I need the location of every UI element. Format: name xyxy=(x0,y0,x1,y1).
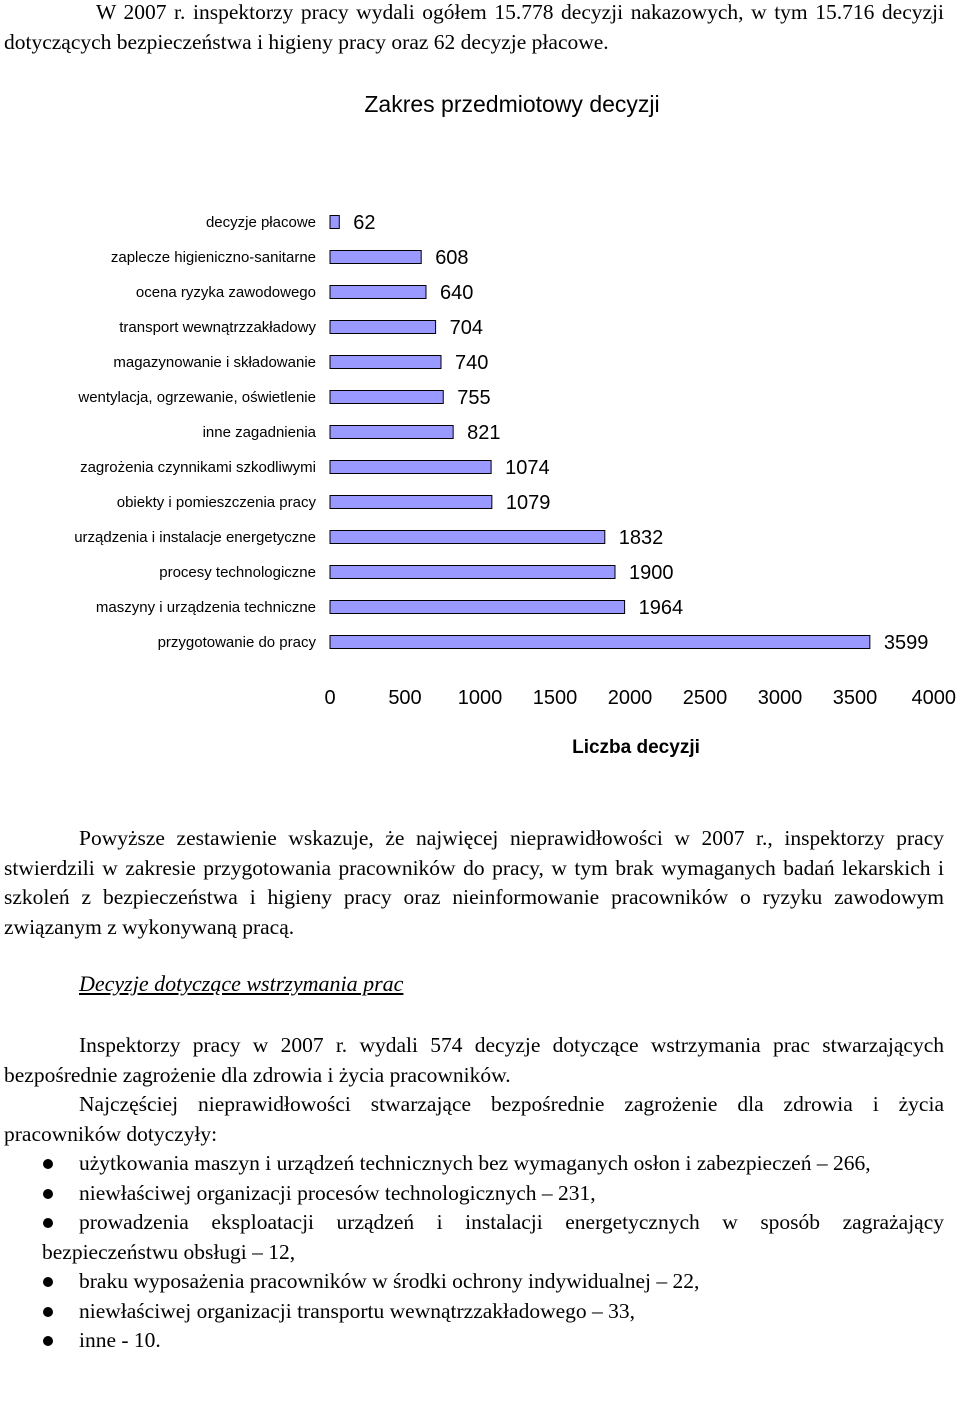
x-tick-label: 4000 xyxy=(911,687,956,709)
list-item: inne - 10. xyxy=(0,1326,944,1356)
x-tick-label: 3500 xyxy=(832,687,878,709)
bullet-icon xyxy=(43,1336,53,1346)
value-label: 608 xyxy=(435,247,469,269)
category-label: transport wewnątrzzakładowy xyxy=(119,319,316,336)
x-tick-label: 2000 xyxy=(607,687,653,709)
chart-title: Zakres przedmiotowy decyzji xyxy=(364,91,660,117)
x-tick-label: 1500 xyxy=(532,687,578,709)
list-item: niewłaściwej organizacji procesów technologicznych – 231, xyxy=(0,1179,944,1209)
list-item: braku wyposażenia pracowników w środki ochrony indywidualnej – 22, xyxy=(0,1267,944,1297)
value-label: 740 xyxy=(455,352,489,374)
category-label: wentylacja, ogrzewanie, oświetlenie xyxy=(78,389,316,406)
section-heading-work-stoppage: Decyzje dotyczące wstrzymania prac xyxy=(79,971,404,996)
bar xyxy=(330,216,339,229)
most-frequent-paragraph: Najczęściej nieprawidłowości stwarzające bezpośrednie zagrożenie dla zdrowia i życia pracowników dotyczyły: xyxy=(4,1092,944,1146)
x-axis-label: Liczba decyzji xyxy=(572,737,700,758)
bar xyxy=(330,356,441,369)
x-tick-label: 2500 xyxy=(682,687,728,709)
value-label: 821 xyxy=(467,422,501,444)
x-tick-label: 0 xyxy=(324,687,336,709)
list-item: niewłaściwej organizacji transportu wewnątrzzakładowego – 33, xyxy=(0,1297,944,1327)
value-label: 1832 xyxy=(618,527,664,549)
category-label: inne zagadnienia xyxy=(202,424,316,441)
decisions-bar-chart xyxy=(0,70,960,770)
value-label: 1964 xyxy=(638,597,684,619)
irregularities-list xyxy=(0,1149,944,1356)
category-label: maszyny i urządzenia techniczne xyxy=(95,599,316,616)
value-label: 3599 xyxy=(883,632,929,654)
value-label: 755 xyxy=(457,387,491,409)
x-tick-label: 1000 xyxy=(457,687,503,709)
bar xyxy=(330,601,625,614)
value-label: 640 xyxy=(440,282,474,304)
value-label: 62 xyxy=(353,212,376,234)
category-label: przygotowanie do pracy xyxy=(157,634,316,651)
category-label: urządzenia i instalacje energetyczne xyxy=(74,529,316,546)
summary-paragraph: Powyższe zestawienie wskazuje, że najwięcej nieprawidłowości w 2007 r., inspektorzy pracy stwierdzili w zakresie przygotowania pracowników do pracy, w tym brak wymaganych badań lekarskich i szkoleń z bezpieczeństwa i higieny pracy oraz nieinformowanie pracowników o ryzyku zawodowym związanym z wykonywaną pracą. xyxy=(4,826,944,939)
bar xyxy=(330,566,615,579)
bar xyxy=(330,286,426,299)
stoppage-paragraph: Inspektorzy pracy w 2007 r. wydali 574 decyzje dotyczące wstrzymania prac stwarzających bezpośrednie zagrożenie dla zdrowia i życia pracowników. xyxy=(4,1033,944,1087)
x-tick-label: 3000 xyxy=(757,687,803,709)
bar xyxy=(330,461,491,474)
bullet-icon xyxy=(43,1307,53,1317)
bullet-icon xyxy=(43,1189,53,1199)
bar xyxy=(330,531,605,544)
bullet-icon xyxy=(43,1159,53,1169)
intro-paragraph: W 2007 r. inspektorzy pracy wydali ogółem 15.778 decyzji nakazowych, w tym 15.716 decyzji dotyczących bezpieczeństwa i higieny pracy oraz 62 decyzje płacowe. xyxy=(4,0,944,54)
value-label: 1900 xyxy=(629,562,674,584)
category-label: obiekty i pomieszczenia pracy xyxy=(116,494,316,511)
category-label: decyzje płacowe xyxy=(205,214,316,231)
bar xyxy=(330,251,421,264)
category-label: zaplecze higieniczno-sanitarne xyxy=(110,249,316,266)
bullet-icon xyxy=(43,1218,53,1228)
list-item: użytkowania maszyn i urządzeń technicznych bez wymaganych osłon i zabezpieczeń – 266, xyxy=(0,1149,944,1179)
value-label: 704 xyxy=(449,317,483,339)
bar xyxy=(330,496,492,509)
value-label: 1074 xyxy=(505,457,550,479)
category-label: zagrożenia czynnikami szkodliwymi xyxy=(80,459,316,476)
list-item: prowadzenia eksploatacji urządzeń i instalacji energetycznych w sposób zagrażający bezpieczeństwu obsługi – 12, xyxy=(42,1210,944,1264)
category-label: magazynowanie i składowanie xyxy=(113,354,316,371)
x-tick-label: 500 xyxy=(388,687,422,709)
bar xyxy=(330,321,436,334)
bar xyxy=(330,636,870,649)
category-label: ocena ryzyka zawodowego xyxy=(135,284,316,301)
category-label: procesy technologiczne xyxy=(159,564,316,581)
value-label: 1079 xyxy=(505,492,551,514)
bar xyxy=(330,391,443,404)
bullet-icon xyxy=(43,1277,53,1287)
bar xyxy=(330,426,453,439)
